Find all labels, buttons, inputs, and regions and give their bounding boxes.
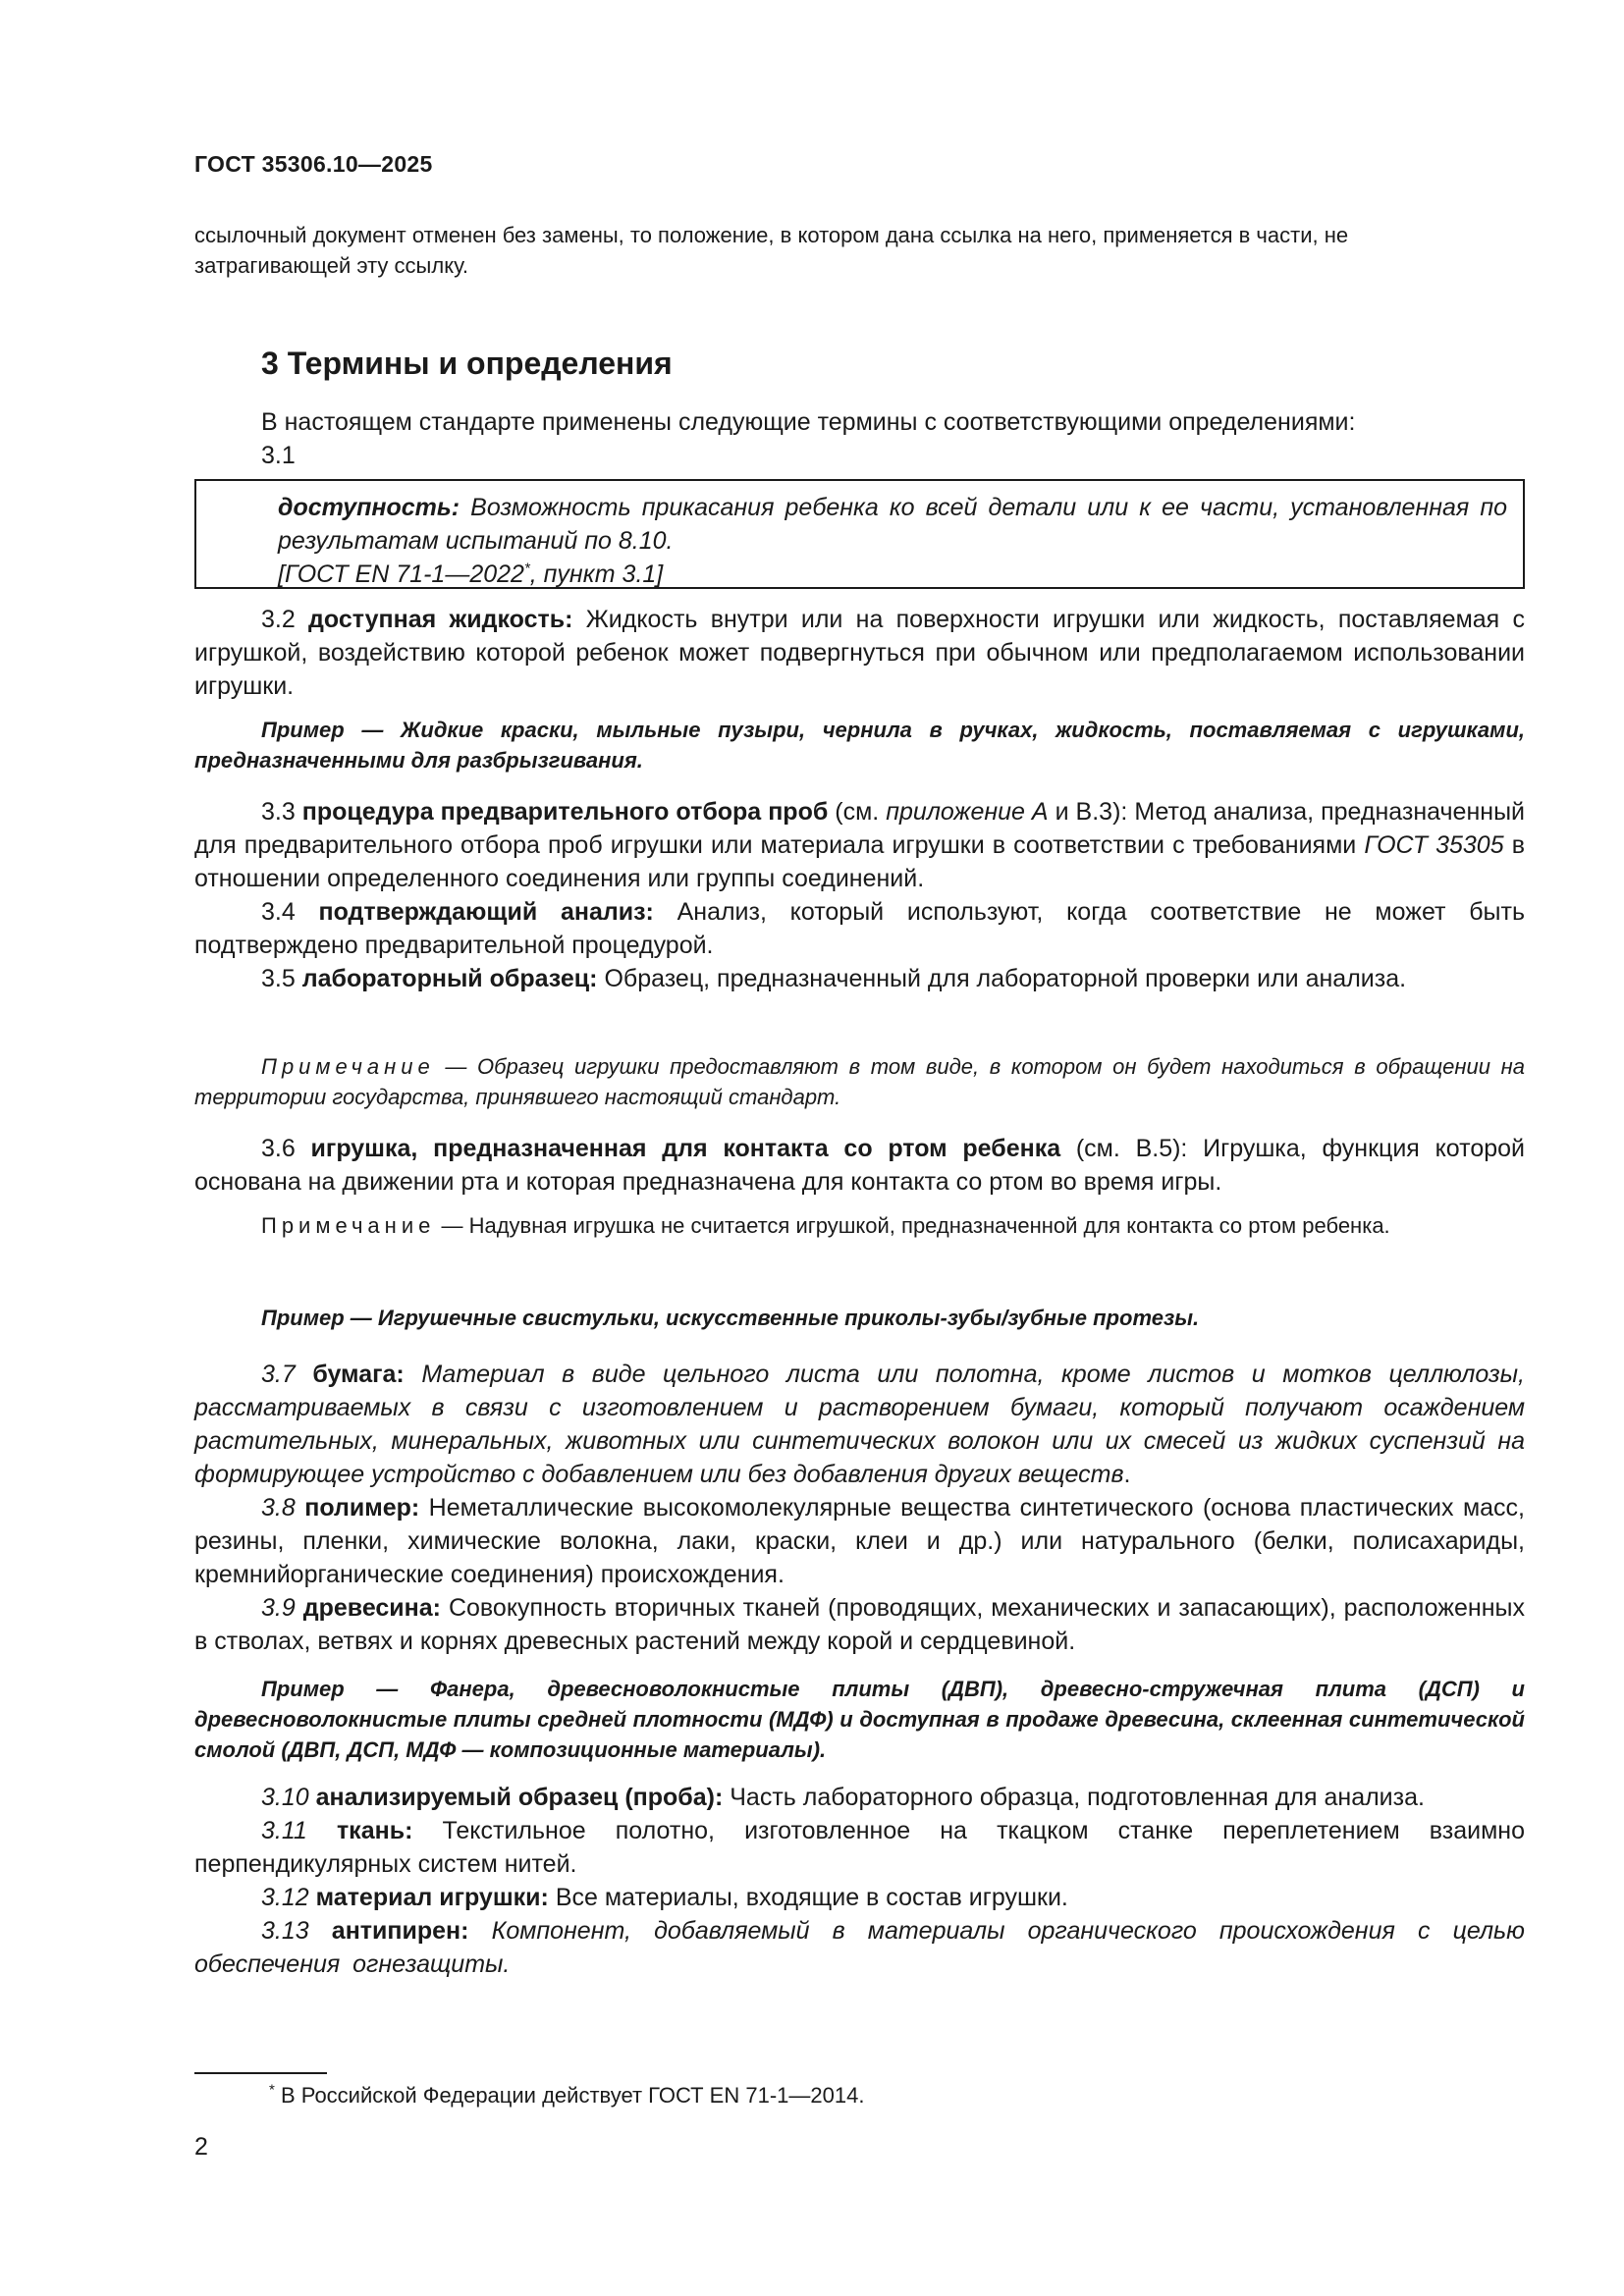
term-3-11: 3.11 ткань: Текстильное полотно, изготовленное на ткацком станке переплетением взаимно перпендикулярных систем нитей. — [194, 1817, 1525, 1878]
term-3-1-def: Возможность прикасания ребенка ко всей детали или к ее части, установленная по результатам испытаний по 8.10. — [278, 494, 1507, 555]
term-3-11-term: ткань: — [336, 1817, 413, 1844]
intro-line-1: ссылочный документ отменен без замены, то положение, в котором дана ссылка на него, применяется в части, не — [194, 223, 1349, 247]
term-3-7: 3.7 бумага: Материал в виде цельного листа или полотна, кроме листов и мотков целлюлозы, рассматриваемых в связи с изготовлением и растворением бумаги, который получают осаждением растительных, минеральных, животных или синтетических волокон или их смесей из жидких суспензий на формирующее устройство с добавлением или без добавления других веществ. — [194, 1361, 1525, 1488]
note-3-5: Примечание — Образец игрушки предоставляют в том виде, в котором он будет находиться в обращении на территории государства, принявшего настоящий стандарт. — [194, 1054, 1525, 1109]
example-3-2: Пример — Жидкие краски, мыльные пузыри, чернила в ручках, жидкость, поставляемая с игрушками, предназначенными для разбрызгивания. — [194, 718, 1525, 773]
reference-annex-a: приложение А — [886, 798, 1049, 826]
term-3-1-number: 3.1 — [261, 442, 296, 469]
term-3-12: 3.12 материал игрушки: Все материалы, входящие в состав игрушки. — [261, 1884, 1068, 1911]
term-3-8: 3.8 полимер: Неметаллические высокомолекулярные вещества синтетического (основа пластических масс, резины, пленки, химические волокна, лаки, краски, клеи и др.) или натурального (белки, полисахариды, кремнийорганические соединения) происхождения. — [194, 1494, 1525, 1588]
term-3-4-term: подтверждающий анализ: — [318, 898, 654, 926]
term-3-1-source: [ГОСТ EN 71-1—2022*, пункт 3.1] — [278, 560, 664, 588]
intro-line-2: затрагивающей эту ссылку. — [194, 253, 468, 278]
term-3-2-def: Жидкость внутри или на поверхности игрушки или жидкость, поставляемая с игрушкой, воздействию которой ребенок может подвергнуться при обычном или предполагаемом использовании игрушки. — [194, 606, 1525, 700]
note-label: Примечание — [261, 1213, 436, 1238]
footnote: * В Российской Федерации действует ГОСТ EN 71-1—2014. — [269, 2081, 865, 2108]
term-3-3: 3.3 процедура предварительного отбора проб (см. приложение А и В.3): Метод анализа, предназначенный для предварительного отбора проб игрушки или материала игрушки в соответствии с требованиями ГОСТ 35305 в отношении определенного соединения или группы соединений. — [194, 798, 1526, 892]
example-3-9: Пример — Фанера, древесноволокнистые плиты (ДВП), древесно-стружечная плита (ДСП) и древесноволокнистые плиты средней плотности (МДФ) и доступная в продаже древесина, склеенная синтетической смолой (ДВП, ДСП, МДФ — композиционные материалы). — [194, 1677, 1525, 1762]
intro-paragraph — [194, 220, 1525, 281]
term-3-9: 3.9 древесина: Совокупность вторичных тканей (проводящих, механических и запасающих), расположенных в стволах, ветвях и корнях древесных растений между корой и сердцевиной. — [194, 1594, 1525, 1655]
document-header: ГОСТ 35306.10—2025 — [194, 151, 433, 177]
term-3-10: 3.10 анализируемый образец (проба): Часть лабораторного образца, подготовленная для анализа. — [261, 1784, 1425, 1811]
term-3-13-term: антипирен: — [331, 1917, 469, 1945]
terms-3-7-to-3-9 — [194, 1358, 1525, 1658]
footnote-marker: * — [523, 560, 530, 577]
term-3-6-term: игрушка, предназначенная для контакта со ртом ребенка — [310, 1135, 1061, 1162]
term-3-8-term: полимер: — [304, 1494, 420, 1522]
terms-3-10-to-3-13 — [194, 1781, 1525, 1981]
term-3-1-term: доступность: — [278, 494, 460, 521]
term-3-13: 3.13 антипирен: Компонент, добавляемый в материалы органического происхождения с целью обеспечения огнезащиты. — [194, 1917, 1525, 1978]
term-3-5-term: лабораторный образец: — [301, 965, 598, 992]
term-3-2: 3.2 доступная жидкость: Жидкость внутри или на поверхности игрушки или жидкость, поставляемая с игрушкой, воздействию которой ребенок может подвергнуться при обычном или предполагаемом использовании игрушки. — [194, 606, 1525, 700]
term-3-1-box — [194, 479, 1525, 589]
note-label: Примечание — [261, 1054, 435, 1079]
term-3-3-term: процедура предварительного отбора проб — [301, 798, 829, 826]
term-3-4: 3.4 подтверждающий анализ: Анализ, который используют, когда соответствие не может быть подтверждено предварительной процедурой. — [194, 898, 1525, 959]
terms-3-3-to-3-5 — [194, 795, 1525, 995]
note-3-6: Примечание — Надувная игрушка не считается игрушкой, предназначенной для контакта со ртом ребенка. — [261, 1213, 1390, 1238]
footnote-separator — [194, 2072, 327, 2074]
reference-gost-35305: ГОСТ 35305 — [1364, 831, 1504, 859]
term-3-10-term: анализируемый образец (проба): — [315, 1784, 724, 1811]
lead-paragraph: В настоящем стандарте применены следующие термины с соответствующими определениями: — [261, 408, 1356, 436]
term-3-1-definition — [278, 491, 1507, 558]
term-3-7-term: бумага: — [312, 1361, 405, 1388]
footnote-marker: * — [269, 2081, 275, 2099]
term-3-5: 3.5 лабораторный образец: Образец, предназначенный для лабораторной проверки или анализа. — [261, 965, 1407, 992]
section-title: 3 Термины и определения — [261, 346, 673, 381]
term-3-6: 3.6 игрушка, предназначенная для контакта со ртом ребенка (см. В.5): Игрушка, функция которой основана на движении рта и которая предназначена для контакта со ртом во время игры. — [194, 1135, 1525, 1196]
term-3-9-term: древесина: — [302, 1594, 441, 1622]
page-number: 2 — [194, 2133, 208, 2161]
example-3-6: Пример — Игрушечные свистульки, искусственные приколы-зубы/зубные протезы. — [261, 1306, 1200, 1330]
term-3-12-term: материал игрушки: — [315, 1884, 549, 1911]
lead-block — [194, 405, 1525, 472]
term-3-2-term: доступная жидкость: — [308, 606, 573, 633]
